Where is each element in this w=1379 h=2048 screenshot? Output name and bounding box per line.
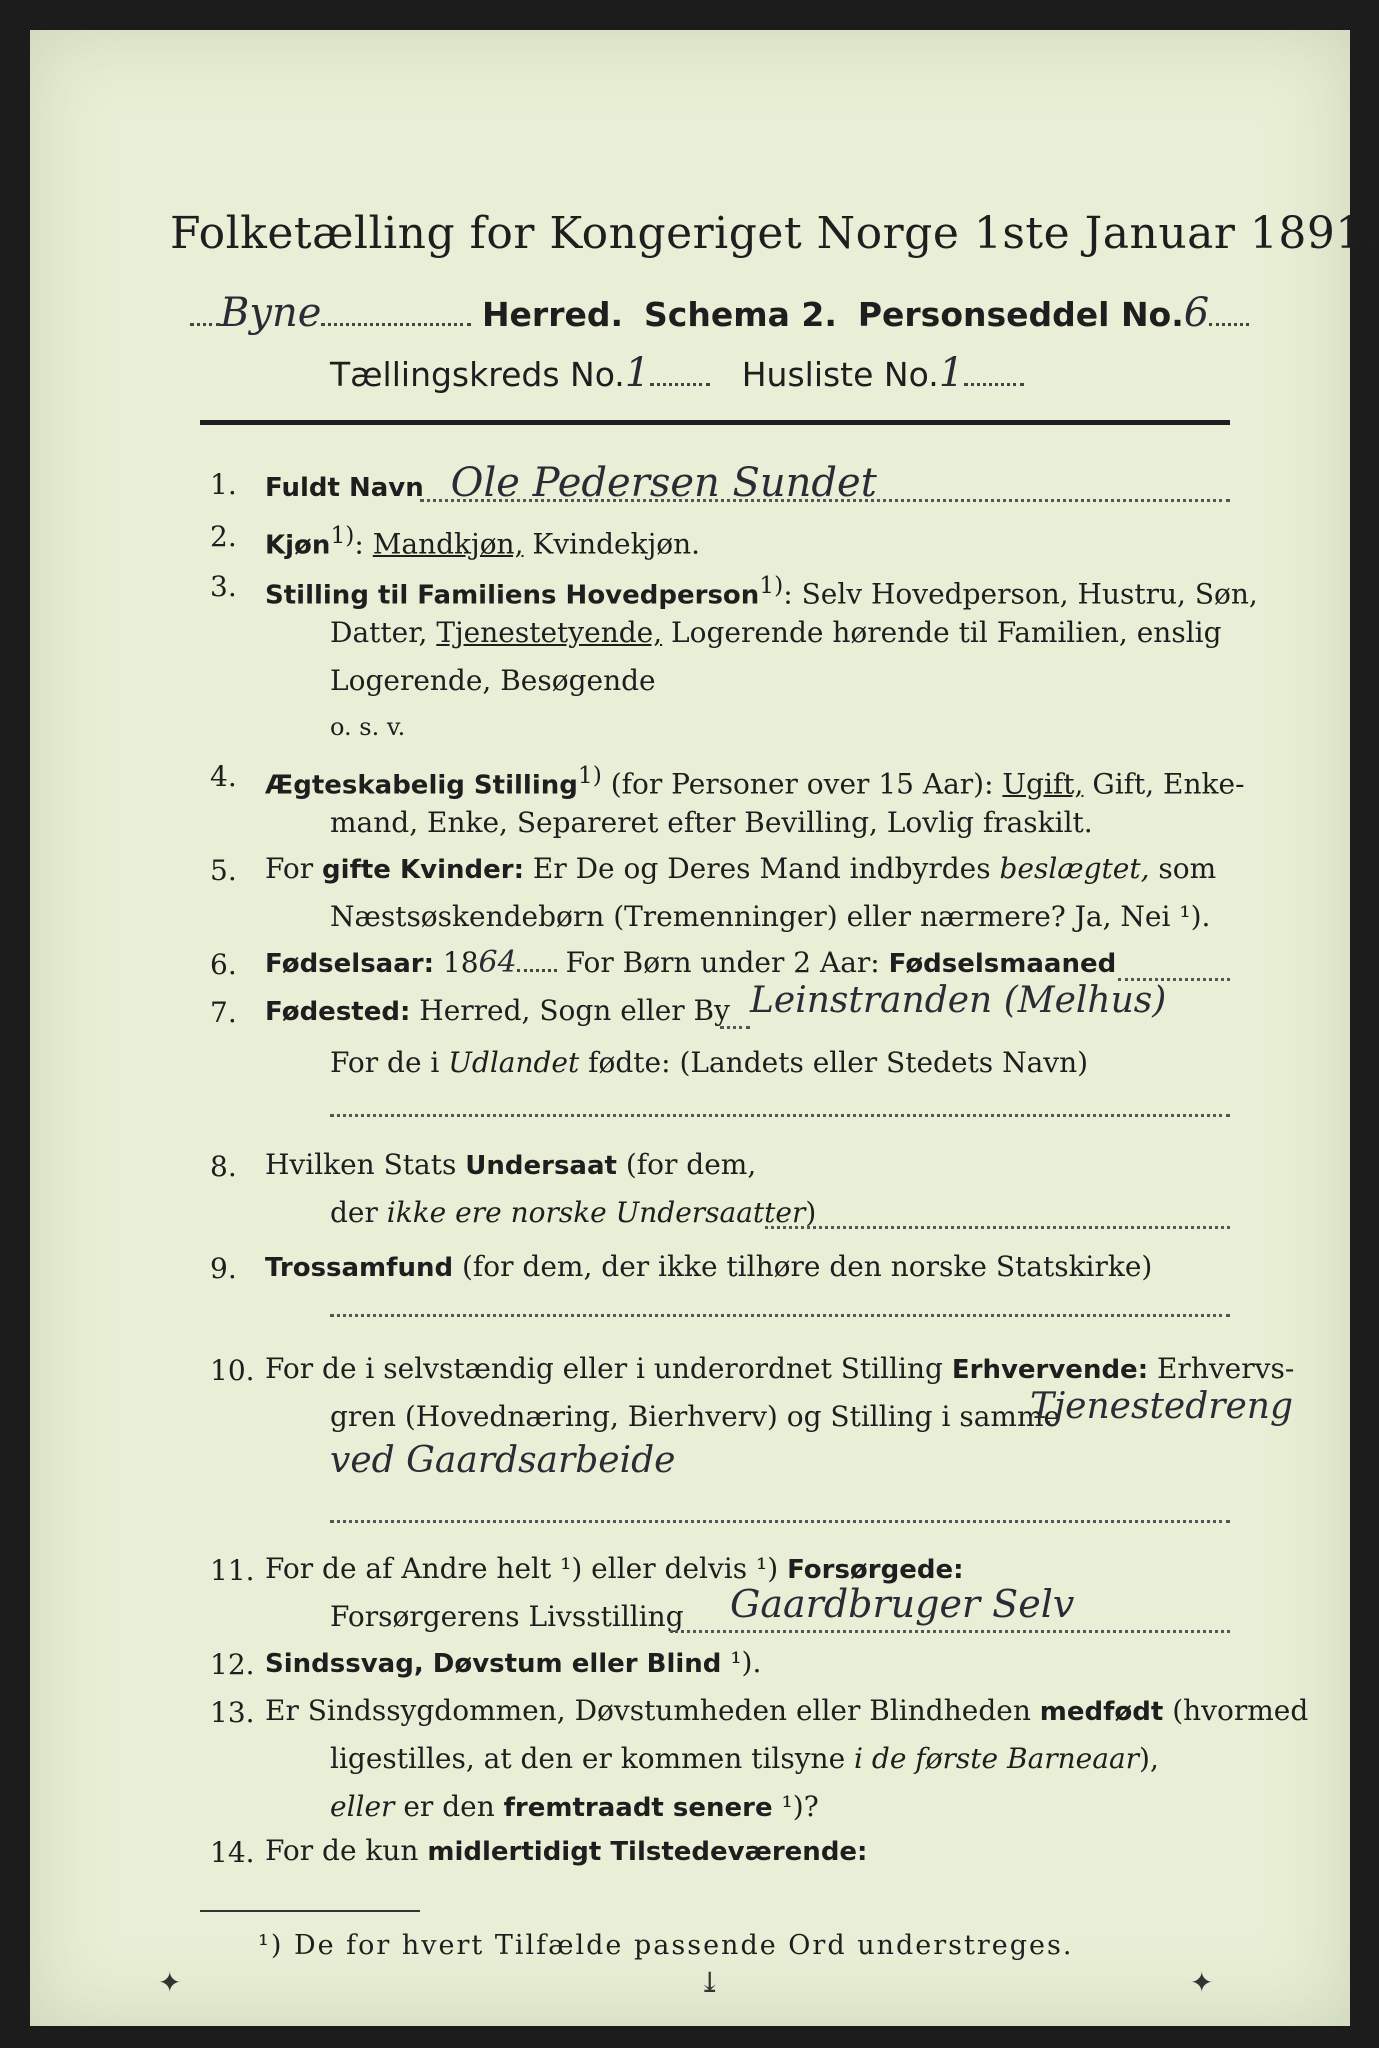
item-kjon bbox=[265, 514, 700, 566]
item-erhverv bbox=[265, 1348, 1294, 1391]
item-label: Undersaat bbox=[465, 1151, 617, 1181]
item-text: eller bbox=[330, 1790, 395, 1823]
item-text: o. s. v. bbox=[330, 713, 406, 741]
item-text: For de i selvstændig eller i underordnet Stilling bbox=[265, 1352, 952, 1385]
item-label: Fødselsmaaned bbox=[888, 949, 1117, 979]
item-label: Fødested: bbox=[265, 997, 411, 1027]
item-number: 14. bbox=[210, 1836, 255, 1869]
item-text: i de første Barneaar bbox=[854, 1742, 1140, 1775]
item-text: Er De og Deres Mand indbyrdes bbox=[523, 852, 1000, 885]
item-medfodt-line2 bbox=[330, 1738, 1159, 1780]
item-number: 3. bbox=[210, 570, 237, 603]
item-text: Erhvervs- bbox=[1148, 1352, 1295, 1385]
item-label: Ægteskabelig Stilling bbox=[265, 770, 578, 801]
dotted-line bbox=[670, 1626, 1230, 1633]
margin-mark: ✦ bbox=[158, 1966, 182, 1999]
item-text: (for dem, der ikke tilhøre den norske Statskirke) bbox=[453, 1250, 1153, 1283]
header-row-herred bbox=[190, 290, 1249, 336]
birthplace-value: Leinstranden (Melhus) bbox=[750, 980, 1167, 1021]
item-text: Udlandet bbox=[448, 1046, 580, 1079]
dotted-line bbox=[420, 495, 1230, 502]
item-label: fremtraadt senere bbox=[503, 1793, 773, 1823]
item-text: ), bbox=[1139, 1742, 1159, 1775]
item-fodested bbox=[265, 990, 730, 1033]
birth-year-value: 64 bbox=[478, 945, 517, 980]
item-text: ikke ere norske Undersaatter bbox=[386, 1196, 806, 1229]
item-label: Trossamfund bbox=[265, 1253, 454, 1283]
item-number: 1. bbox=[210, 468, 237, 501]
item-number: 9. bbox=[210, 1252, 237, 1285]
item-undersaat-line2 bbox=[330, 1192, 816, 1234]
item-number: 2. bbox=[210, 520, 237, 553]
personseddel-value: 6 bbox=[1183, 290, 1210, 336]
item-label: Sindssvag, Døvstum eller Blind bbox=[265, 1649, 722, 1679]
item-text: ¹). bbox=[721, 1646, 762, 1679]
item-text: Forsørgerens Livsstilling bbox=[330, 1600, 684, 1633]
item-sindssvag bbox=[265, 1642, 761, 1685]
item-aegteskab bbox=[265, 754, 1245, 806]
item-gifte-kvinder bbox=[265, 848, 1216, 891]
item-text: der bbox=[330, 1196, 387, 1229]
item-text: ligestilles, at den er kommen tilsyne bbox=[330, 1742, 855, 1775]
item-undersaat bbox=[265, 1144, 756, 1187]
footnote: ¹) De for hvert Tilfælde passende Ord understreges. bbox=[258, 1930, 1074, 1961]
item-text: som bbox=[1149, 852, 1217, 885]
item-text: For de i bbox=[330, 1046, 449, 1079]
item-number: 7. bbox=[210, 996, 237, 1029]
dotted-line bbox=[720, 1022, 750, 1029]
footnote-ref: 1) bbox=[330, 521, 355, 549]
provider-value: Gaardbruger Selv bbox=[730, 1582, 1075, 1626]
item-text: For de af Andre helt ¹) eller delvis ¹) bbox=[265, 1552, 788, 1585]
item-number: 10. bbox=[210, 1354, 255, 1387]
item-number: 11. bbox=[210, 1554, 255, 1587]
item-text: Gift, Enke- bbox=[1083, 767, 1245, 801]
item-text: beslægtet, bbox=[999, 852, 1150, 885]
item-fodested-line2 bbox=[330, 1042, 1088, 1084]
margin-mark: ⤓ bbox=[698, 1966, 722, 1999]
item-number: 13. bbox=[210, 1696, 255, 1729]
item-label: Stilling til Familiens Hovedperson bbox=[265, 580, 760, 611]
item-text: Kvindekjøn. bbox=[523, 527, 701, 561]
item-label: midlertidigt Tilstedeværende: bbox=[427, 1837, 868, 1867]
item-text: er den bbox=[394, 1790, 504, 1823]
occupation-value-cont: ved Gaardsarbeide bbox=[330, 1440, 676, 1481]
item-tilstede bbox=[265, 1830, 867, 1873]
item-text: For Børn under 2 Aar: bbox=[556, 946, 889, 979]
item-stilling-line2 bbox=[330, 612, 1222, 654]
item-medfodt-line3 bbox=[330, 1786, 819, 1829]
footnote-ref: 1) bbox=[577, 761, 602, 789]
item-label: gifte Kvinder: bbox=[322, 855, 524, 885]
footnote-rule bbox=[200, 1910, 420, 1912]
item-text: (hvormed bbox=[1163, 1694, 1309, 1727]
husliste-label: Husliste No. bbox=[741, 355, 939, 394]
item-text: Næstsøskendebørn (Tremenninger) eller nærmere? Ja, Nei ¹). bbox=[330, 900, 1211, 933]
dotted-line bbox=[330, 1310, 1230, 1317]
kreds-value: 1 bbox=[624, 350, 651, 396]
item-text: (for Personer over 15 Aar): bbox=[601, 767, 1003, 801]
underlined-option: Mandkjøn, bbox=[372, 527, 524, 561]
item-text: fødte: (Landets eller Stedets Navn) bbox=[579, 1046, 1089, 1079]
item-text: For bbox=[265, 852, 323, 885]
name-value: Ole Pedersen Sundet bbox=[450, 460, 877, 506]
form-title: Folketælling for Kongeriget Norge 1ste Januar 1891. bbox=[170, 208, 1379, 259]
item-label: Fuldt Navn bbox=[265, 473, 424, 503]
item-text: 18 bbox=[434, 946, 479, 979]
item-text: ¹)? bbox=[772, 1790, 819, 1823]
item-label: Fødselsaar: bbox=[265, 949, 434, 979]
item-stilling bbox=[265, 564, 1258, 616]
dotted-line bbox=[765, 1222, 1230, 1229]
item-number: 8. bbox=[210, 1150, 237, 1183]
item-text: mand, Enke, Separeret efter Bevilling, Lovlig fraskilt. bbox=[330, 806, 1093, 839]
item-trossamfund bbox=[265, 1246, 1152, 1289]
header-rule bbox=[200, 420, 1230, 425]
item-label: Forsørgede: bbox=[787, 1555, 964, 1585]
item-text: : Selv Hovedperson, Hustru, Søn, bbox=[783, 577, 1258, 611]
kreds-label: Tællingskreds No. bbox=[330, 355, 625, 394]
herred-value: Byne bbox=[220, 290, 322, 336]
item-label: Erhvervende: bbox=[951, 1355, 1149, 1385]
husliste-value: 1 bbox=[938, 350, 965, 396]
item-text: For de kun bbox=[265, 1834, 428, 1867]
item-text: Hvilken Stats bbox=[265, 1148, 466, 1181]
schema-label: Schema 2. bbox=[644, 295, 837, 334]
item-number: 4. bbox=[210, 760, 237, 793]
margin-mark: ✦ bbox=[1190, 1966, 1214, 1999]
item-number: 5. bbox=[210, 854, 237, 887]
underlined-option: Ugift, bbox=[1002, 767, 1084, 801]
census-form bbox=[30, 30, 1379, 2026]
item-text: Logerende, Besøgende bbox=[330, 664, 656, 697]
item-label: medfødt bbox=[1039, 1697, 1164, 1727]
item-number: 6. bbox=[210, 948, 237, 981]
item-text: Datter, bbox=[330, 616, 437, 649]
dotted-line bbox=[330, 1516, 1230, 1523]
item-text: Logerende hørende til Familien, enslig bbox=[662, 616, 1222, 649]
item-number: 12. bbox=[210, 1648, 255, 1681]
header-row-kreds bbox=[330, 350, 1024, 396]
item-medfodt bbox=[265, 1690, 1308, 1733]
item-text: ) bbox=[805, 1196, 817, 1229]
item-text: (for dem, bbox=[616, 1148, 757, 1181]
personseddel-label: Personseddel No. bbox=[857, 295, 1184, 334]
item-text: : bbox=[354, 527, 373, 561]
footnote-ref: 1) bbox=[759, 571, 784, 599]
occupation-value: Tjenestedreng bbox=[1030, 1386, 1294, 1427]
item-label: Kjøn bbox=[265, 530, 331, 561]
item-fodselsaar bbox=[265, 942, 1116, 985]
dotted-line bbox=[330, 1110, 1230, 1117]
item-text: gren (Hovednæring, Bierhverv) og Stilling i samme bbox=[330, 1400, 1061, 1433]
item-text: Herred, Sogn eller By bbox=[410, 994, 730, 1027]
underlined-option: Tjenestetyende, bbox=[436, 616, 663, 649]
item-text: Er Sindssygdommen, Døvstumheden eller Blindheden bbox=[265, 1694, 1040, 1727]
herred-label: Herred. bbox=[481, 295, 624, 334]
